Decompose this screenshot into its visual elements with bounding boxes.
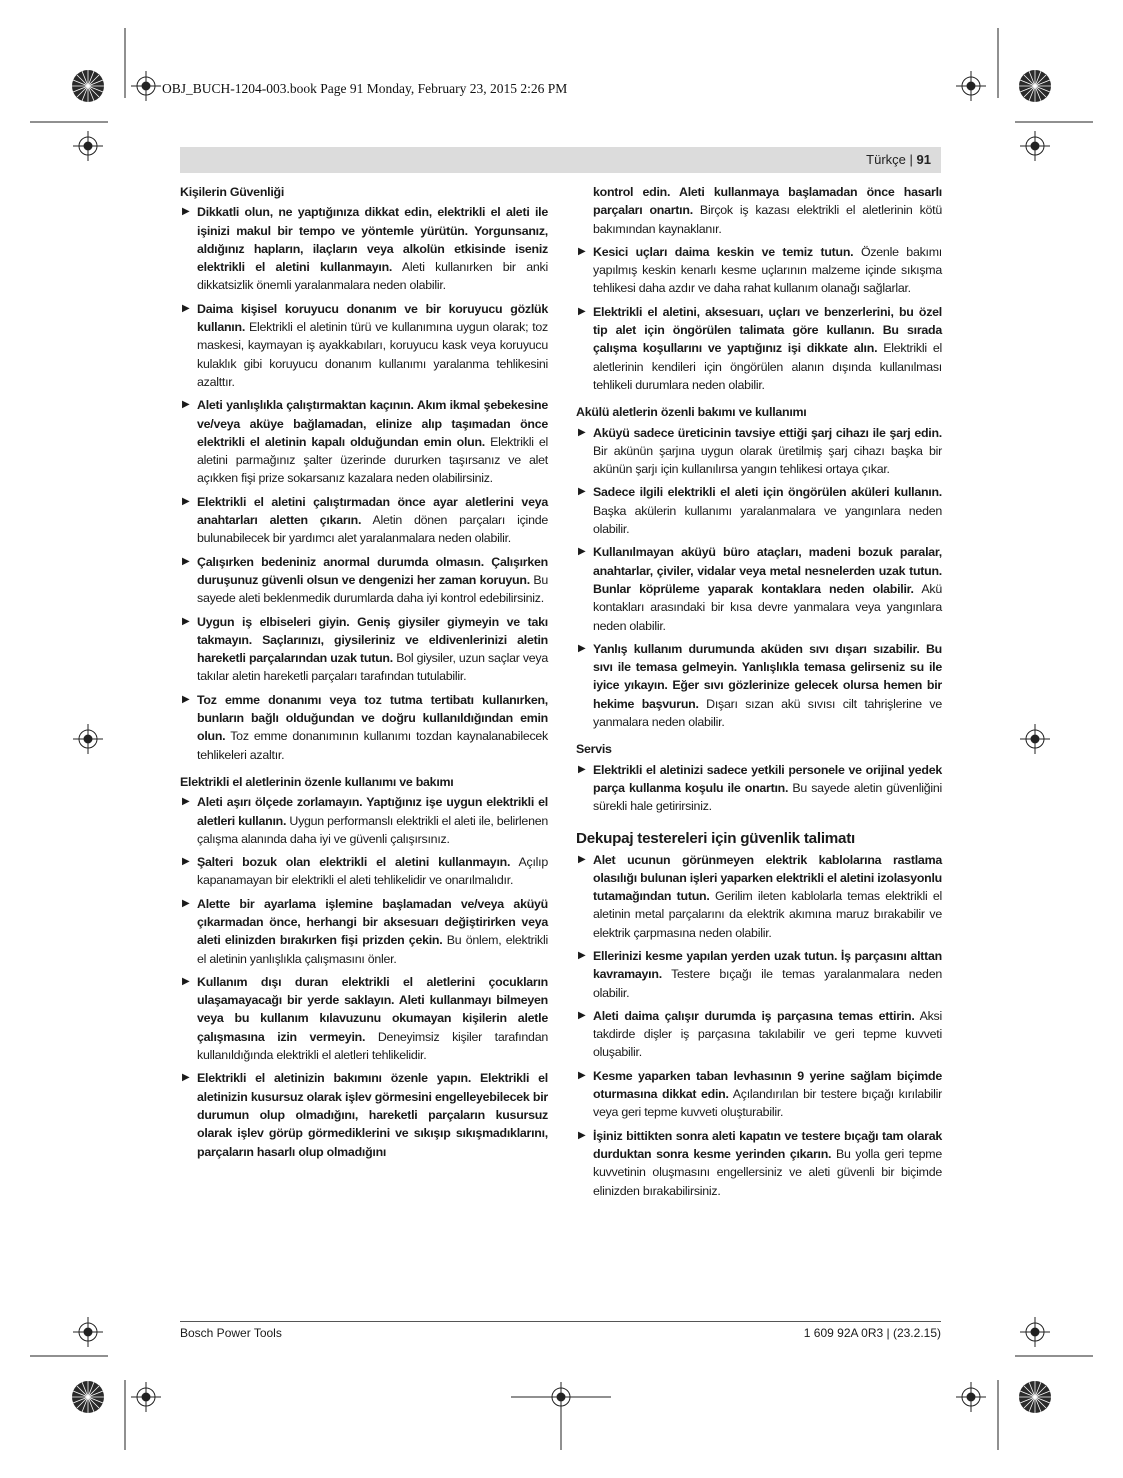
left-column [180, 183, 548, 1166]
list-item-emphasis: Kesici uçları daima keskin ve temiz tutun. [593, 244, 854, 259]
header-text [866, 152, 931, 167]
bullet-arrow-icon: ▶ [578, 1069, 586, 1081]
registration-mark-bottom-right [956, 1382, 986, 1412]
list-item-emphasis: İşiniz bittikten sonra aleti kapatın ve testere bıçağı tam olarak durduktan sonra kesme yerinden çıkarın. [593, 1128, 942, 1161]
section-heading-tool-use-care: Elektrikli el aletlerinin özenle kullanımı ve bakımı [180, 774, 454, 789]
list-item-text: Aleti kullanırken bir anki dikkatsizlik önemli yaralanmalara neden olabilir. [197, 260, 548, 293]
list-item [180, 853, 548, 890]
list-item-emphasis: Sadece ilgili elektrikli el aleti için öngörülen aküleri kullanın. [593, 485, 942, 500]
section-heading-jigsaw-safety: Dekupaj testereleri için güvenlik talimatı [576, 829, 856, 847]
list-tool-use-care-cont [576, 243, 942, 394]
registration-mark-bottom-center [511, 1382, 611, 1450]
footer-doc-code: 1 609 92A 0R3 | (23.2.15) [803, 1326, 941, 1340]
continued-item [576, 183, 942, 238]
bullet-arrow-icon: ▶ [182, 796, 190, 808]
footer-brand: Bosch Power Tools [180, 1326, 282, 1340]
list-item-emphasis: Şalteri bozuk olan elektrikli el aletini kullanmayın. [197, 855, 511, 870]
registration-mark-mid-right [1020, 724, 1050, 754]
registration-mark-top-left [131, 71, 161, 101]
list-item-text: Bu yolla geri tepme kuvvetinin oluşmasını engellersiniz ve aleti güvenli bir biçimde elinizden bırakabilirsiniz. [593, 1146, 942, 1198]
bullet-arrow-icon: ▶ [578, 1009, 586, 1021]
list-item-text: Elektrikli el aletinin türü ve kullanımına uygun olarak; toz maskesi, kaymayan iş ayakkabıları, koruyucu kask veya koruyucu kulaklık gibi koruyucu donanım kullanımı yaralanma tehlikesini azalttır. [197, 320, 548, 389]
continued-item-bold: kontrol edin. Aleti kullanmaya başlamadan önce hasarlı parçaları onartın. [593, 185, 942, 218]
registration-mark-top-right [956, 71, 986, 101]
list-personal-safety [180, 203, 548, 764]
bullet-arrow-icon: ▶ [578, 763, 586, 775]
bullet-arrow-icon: ▶ [578, 305, 586, 317]
list-item [180, 691, 548, 764]
bullet-arrow-icon: ▶ [182, 206, 190, 218]
starburst-bottom-left [72, 1381, 104, 1413]
bullet-arrow-icon: ▶ [578, 642, 586, 654]
list-item [180, 793, 548, 848]
bullet-arrow-icon: ▶ [578, 486, 586, 498]
list-item-emphasis: Toz emme donanımı veya toz tutma tertibatı kullanırken, bunların bağlı olduğundan ve doğru kullanıldığından emin olun. [197, 692, 548, 744]
starburst-top-right [1019, 70, 1051, 102]
list-item-emphasis: Uygun iş elbiseleri giyin. Geniş giysiler giymeyin ve takı takmayın. Saçlarınızı, giysileriniz ve eldivenlerinizi aletin hareketli parçalarından uzak tutun. [197, 614, 548, 666]
list-item-emphasis: Çalışırken bedeniniz anormal durumda olmasın. Çalışırken duruşunuz güvenli olsun ve dengenizi her zaman koruyun. [197, 554, 548, 587]
list-item [576, 851, 942, 942]
bullet-arrow-icon: ▶ [182, 693, 190, 705]
registration-mark-lower-right [1020, 1317, 1050, 1347]
list-item-text: Başka akülerin kullanımı yaralanmalara ve yangınlara neden olabilir. [593, 503, 942, 537]
bullet-arrow-icon: ▶ [182, 302, 190, 314]
bullet-arrow-icon: ▶ [182, 856, 190, 868]
list-item-text: Aletin dönen parçaları içinde bulunabilecek bir yardımcı alet yaralanmalara neden olabilir. [197, 513, 548, 546]
list-item-text: Uygun performanslı elektrikli el aleti ile, belirlenen çalışma alanında daha iyi ve güvenli çalışırsınız. [197, 813, 548, 846]
list-item-text: Açılıp kapanamayan bir elektrikli el aleti tehlikelidir ve onarılmalıdır. [197, 855, 549, 888]
list-item-emphasis: Ellerinizi kesme yapılan yerden uzak tutun. İş parçasını alttan kavramayın. [593, 948, 942, 982]
list-item-emphasis: Aleti aşırı ölçede zorlamayın. Yaptığınız işe uygun elektrikli el aletleri kullanın. [197, 795, 548, 828]
list-item-text: Bu sayede aleti beklenmedik durumlarda daha iyi kontrol edebilirsiniz. [197, 572, 548, 606]
list-item-emphasis: Elektrikli el aletini, aksesuarı, uçları ve benzerlerini, bu özel tip alet için öngörülen talimata göre kullanın. Bu sırada çalışma koşullarını ve yaptığınız işi dikkate alın. [593, 304, 942, 356]
list-item-text: Aksi takdirde dişler iş parçasına takılabilir ve geri tepme kuvveti oluşabilir. [593, 1008, 942, 1060]
continued-item-text: Birçok iş kazası elektrikli el aletlerinin kötü bakımından kaynaklanır. [593, 203, 942, 236]
bullet-arrow-icon: ▶ [182, 399, 190, 411]
page-number: 91 [916, 152, 931, 167]
bullet-arrow-icon: ▶ [182, 555, 190, 567]
list-tool-use-care [180, 793, 548, 1161]
list-item [576, 947, 942, 1002]
list-item-text: Akü kontakları arasındaki bir kısa devre yanmalara veya yangınlara neden olabilir. [593, 581, 943, 633]
list-item [576, 483, 942, 538]
list-item-text: Bu sayede aletin güvenliğini sürekli hale getirirsiniz. [593, 780, 942, 814]
list-item [180, 1069, 548, 1160]
list-item-text: Bol giysiler, uzun saçlar veya takılar aletin hareketli parçaları tarafından tutulabilir. [197, 651, 549, 684]
list-item-emphasis: Kullanım dışı duran elektrikli el aletlerini çocukların ulaşamayacağı bir yerde saklayın. Aleti kullanmayı bilmeyen veya bu kullanım kılavuzunu okumayan kişilerin aletle çalışmasına izin vermeyin. [197, 974, 548, 1044]
list-item [180, 493, 548, 548]
bullet-arrow-icon: ▶ [182, 975, 190, 987]
bullet-arrow-icon: ▶ [578, 1129, 586, 1141]
section-heading-battery-tools: Akülü aletlerin özenli bakımı ve kullanımı [576, 405, 807, 420]
list-item-emphasis: Elektrikli el aletinizin bakımını özenle yapın. Elektrikli el aletinizin kusursuz olarak işlev görmesini engelleyebilecek bir durumun olup olmadığını, hareketli parçaların kusursuz olarak işlev görüp görmediklerini ve sıkışıp sıkışmadıklarını, parçaların hasarlı olup olmadığını [197, 1071, 548, 1159]
print-slug: OBJ_BUCH-1204-003.book Page 91 Monday, February 23, 2015 2:26 PM [162, 81, 568, 96]
bullet-arrow-icon: ▶ [182, 495, 190, 507]
bullet-arrow-icon: ▶ [578, 426, 586, 438]
list-item [180, 300, 548, 391]
starburst-top-left [72, 70, 104, 102]
list-item-text: Toz emme donanımının kullanımı tozdan kaynalanabilecek tehlikeleri azaltır. [197, 729, 548, 762]
list-item [576, 1007, 942, 1062]
bullet-arrow-icon: ▶ [182, 1072, 190, 1084]
list-item [180, 396, 548, 487]
registration-mark-lower-left [73, 1317, 103, 1347]
registration-mark-bottom-left [131, 1382, 161, 1412]
list-service [576, 761, 942, 816]
list-item [180, 553, 548, 608]
header-language: Türkçe [866, 152, 906, 167]
registration-mark-upper-right [1020, 131, 1050, 161]
bullet-arrow-icon: ▶ [182, 615, 190, 627]
list-item [576, 640, 942, 731]
list-item-text: Dışarı sızan akü sıvısı cilt tahrişlerine ve yanmalara neden olabilir. [593, 696, 943, 730]
list-item-text: Elektrikli el aletlerinin kendileri için öngörülen alanın dışında kullanılması tehlikeli durumlara neden olabilir. [593, 341, 942, 392]
list-item [576, 761, 942, 816]
list-item-text: Özenle bakımı yapılmış keskin kenarlı kesme uçlarının malzeme içinde sıkışma tehlikesi daha azdır ve daha rahat kullanım olanağı sağlarlar. [593, 244, 942, 296]
list-item-text: Deneyimsiz kişiler tarafından kullanıldığında elektrikli el aletleri tehlikelidir. [197, 1029, 548, 1063]
list-item-emphasis: Elektrikli el aletinizi sadece yetkili personele ve orijinal yedek parça kullanma koşulu ile onartın. [593, 762, 942, 795]
section-heading-personal-safety: Kişilerin Güvenliği [180, 185, 285, 199]
list-item-text: Açılandırılan bir testere bıçağı kırılabilir veya geri tepme kuvveti oluşturabilir. [593, 1087, 942, 1120]
list-item [576, 303, 942, 394]
list-jigsaw-safety [576, 851, 942, 1200]
bullet-arrow-icon: ▶ [578, 245, 586, 257]
list-item-emphasis: Kullanılmayan aküyü büro ataçları, madeni bozuk paralar, anahtarlar, çiviler, vidalar veya metal nesnelerden uzak tutun. Bunlar köprüleme yaparak kontaklara neden olabilir. [593, 545, 942, 596]
list-item [180, 613, 548, 686]
right-column [576, 183, 942, 1205]
list-battery-tools [576, 424, 942, 732]
list-item-emphasis: Alette bir ayarlama işlemine başlamadan ve/veya aküyü çıkarmadan önce, herhangi bir aksesuarı değiştirirken veya aleti elinizden bırakırken fişi prizden çekin. [197, 896, 548, 948]
list-item-text: Bir akünün şarjına uygun olarak üretilmiş şarj cihazı başka bir akünün şarjı için kullanılırsa yangın tehlikesi ortaya çıkar. [593, 443, 942, 477]
bullet-arrow-icon: ▶ [578, 853, 586, 865]
list-item [180, 895, 548, 968]
starburst-bottom-right [1019, 1381, 1051, 1413]
page-header [180, 147, 941, 173]
list-item [576, 243, 942, 298]
list-item-emphasis: Daima kişisel koruyucu donanım ve bir koruyucu gözlük kullanın. [197, 301, 548, 335]
list-item-emphasis: Aleti yanlışlıkla çalıştırmaktan kaçının. Akım ikmal şebekesine ve/veya aküye bağlamadan, elinize alıp taşımadan önce elektrikli el aletinin kapalı olduğundan emin olun. [197, 398, 548, 449]
list-item-emphasis: Dikkatli olun, ne yaptığınıza dikkat edin, elektrikli el aleti ile işinizi makul bir tempo ve yöntemle yürütün. Yorgunsanız, aldığınız hapların, ilaçların veya alkolün etkisinde iseniz elektrikli el aletini kullanmayın. [197, 205, 548, 275]
list-item-emphasis: Alet ucunun görünmeyen elektrik kablolarına rastlama olasılığı bulunan işleri yaparken elektrikli el aletini izolasyonlu tutamağından tutun. [593, 852, 942, 904]
bullet-arrow-icon: ▶ [578, 546, 586, 558]
list-item [180, 203, 548, 294]
list-item-emphasis: Aküyü sadece üreticinin tavsiye ettiği şarj cihazı ile şarj edin. [593, 425, 942, 440]
list-item-emphasis: Aleti daima çalışır durumda iş parçasına temas ettirin. [593, 1008, 915, 1023]
list-item [180, 973, 548, 1064]
list-item [576, 1127, 942, 1200]
list-item-emphasis: Elektrikli el aletini çalıştırmadan önce ayar aletlerini veya anahtarları aletten çıkarın. [197, 494, 548, 528]
list-item-text: Gerilim ileten kablolarla temas elektrikli el aletinin metal parçalarını da elektrik akımına maruz bırakabilir ve elektrik çarpmasına neden olabilir. [593, 889, 943, 940]
registration-mark-upper-left [73, 131, 103, 161]
bullet-arrow-icon: ▶ [182, 897, 190, 909]
header-separator: | [909, 152, 913, 167]
registration-mark-mid-left [73, 724, 103, 754]
list-item [576, 543, 942, 634]
list-item [576, 1067, 942, 1122]
list-item-text: Bu önlem, elektrikli el aletinin yanlışlıkla çalışmasını önler. [197, 933, 548, 966]
bullet-arrow-icon: ▶ [578, 949, 586, 961]
list-item-emphasis: Yanlış kullanım durumunda aküden sıvı dışarı sızabilir. Bu sıvı ile temasa gelmeyin. Yanlışlıkla temasa gelirseniz su ile iyice yıkayın. Eğer sıvı gözlerinize gelecek olursa hemen bir hekime başvurun. [593, 641, 942, 711]
list-item-emphasis: Kesme yaparken taban levhasının 9 yerine sağlam biçimde oturmasına dikkat edin. [593, 1068, 942, 1102]
footer-rule [180, 1321, 941, 1322]
section-heading-service: Servis [576, 742, 612, 757]
list-item-text: Elektrikli el aletini parmağınız şalter üzerinde dururken taşırsanız ve alet açıkken fişi prize sokarsanız kazalara neden olabilirsiniz. [197, 434, 548, 486]
list-item [576, 424, 942, 479]
list-item-text: Testere bıçağı ile temas yaralanmalara neden olabilir. [593, 967, 942, 1000]
